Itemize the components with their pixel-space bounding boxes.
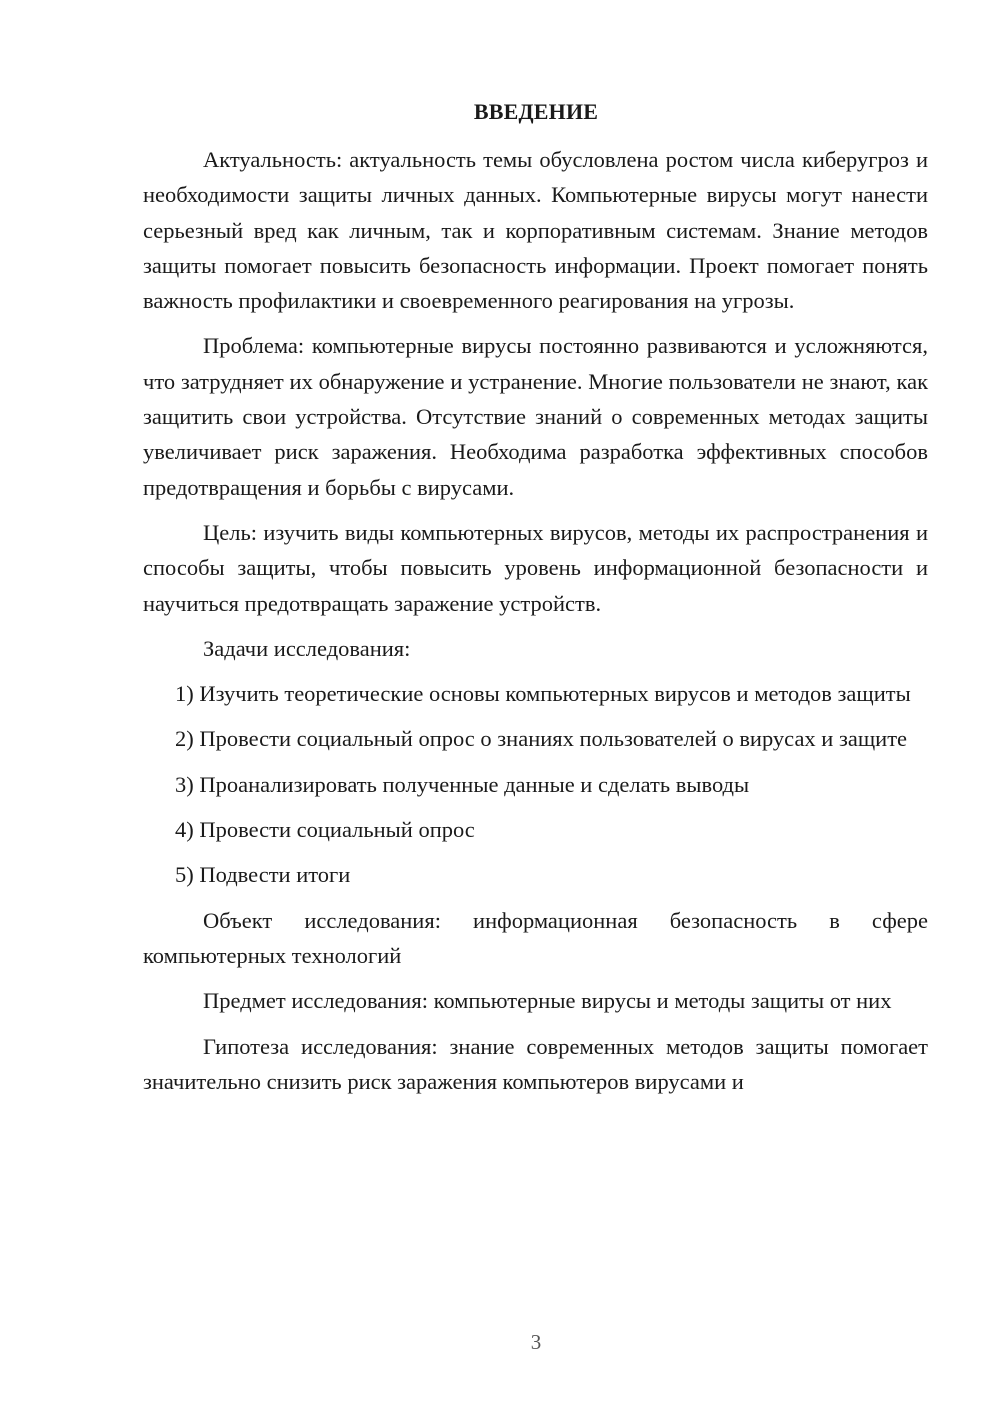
- paragraph-goal: Цель: изучить виды компьютерных вирусов, методы их распространения и способы защиты, чтобы повысить уровень информационной безопасности и научиться предотвращать заражение устройств.: [143, 519, 928, 616]
- task-item-2: 2) Провести социальный опрос о знаниях пользователей о вирусах и защите: [175, 726, 908, 752]
- paragraph-subject: Предмет исследования: компьютерные вирусы и методы защиты от них: [203, 988, 892, 1014]
- page-title: ВВЕДЕНИЕ: [473, 99, 599, 124]
- task-item-5: 5) Подвести итоги: [175, 862, 351, 888]
- paragraph-hypothesis: Гипотеза исследования: знание современных методов защиты помогает значительно снизить риск заражения компьютеров вирусами и: [143, 1033, 928, 1094]
- paragraph-relevance: Актуальность: актуальность темы обусловлена ростом числа киберугроз и необходимости защиты личных данных. Компьютерные вирусы могут нанести серьезный вред как личным, так и корпоративным системам. Знание методов защиты помогает повысить безопасность информации. Проект помогает понять важность профилактики и своевременного реагирования на угрозы.: [143, 147, 928, 314]
- paragraph-problem: Проблема: компьютерные вирусы постоянно развиваются и усложняются, что затрудняет их обнаружение и устранение. Многие пользователи не знают, как защитить свои устройства. Отсутствие знаний о современных методах защиты увеличивает риск заражения. Необходима разработка эффективных способов предотвращения и борьбы с вирусами.: [143, 333, 928, 500]
- document-body: [143, 142, 928, 1099]
- task-item-4: 4) Провести социальный опрос: [175, 817, 475, 843]
- paragraph-object: Объект исследования: информационная безопасность в сфере компьютерных технологий: [143, 907, 928, 968]
- task-item-3: 3) Проанализировать полученные данные и сделать выводы: [175, 771, 750, 797]
- tasks-heading: Задачи исследования:: [203, 635, 411, 661]
- page-number: 3: [530, 1330, 542, 1354]
- task-item-1: 1) Изучить теоретические основы компьютерных вирусов и методов защиты: [175, 681, 911, 707]
